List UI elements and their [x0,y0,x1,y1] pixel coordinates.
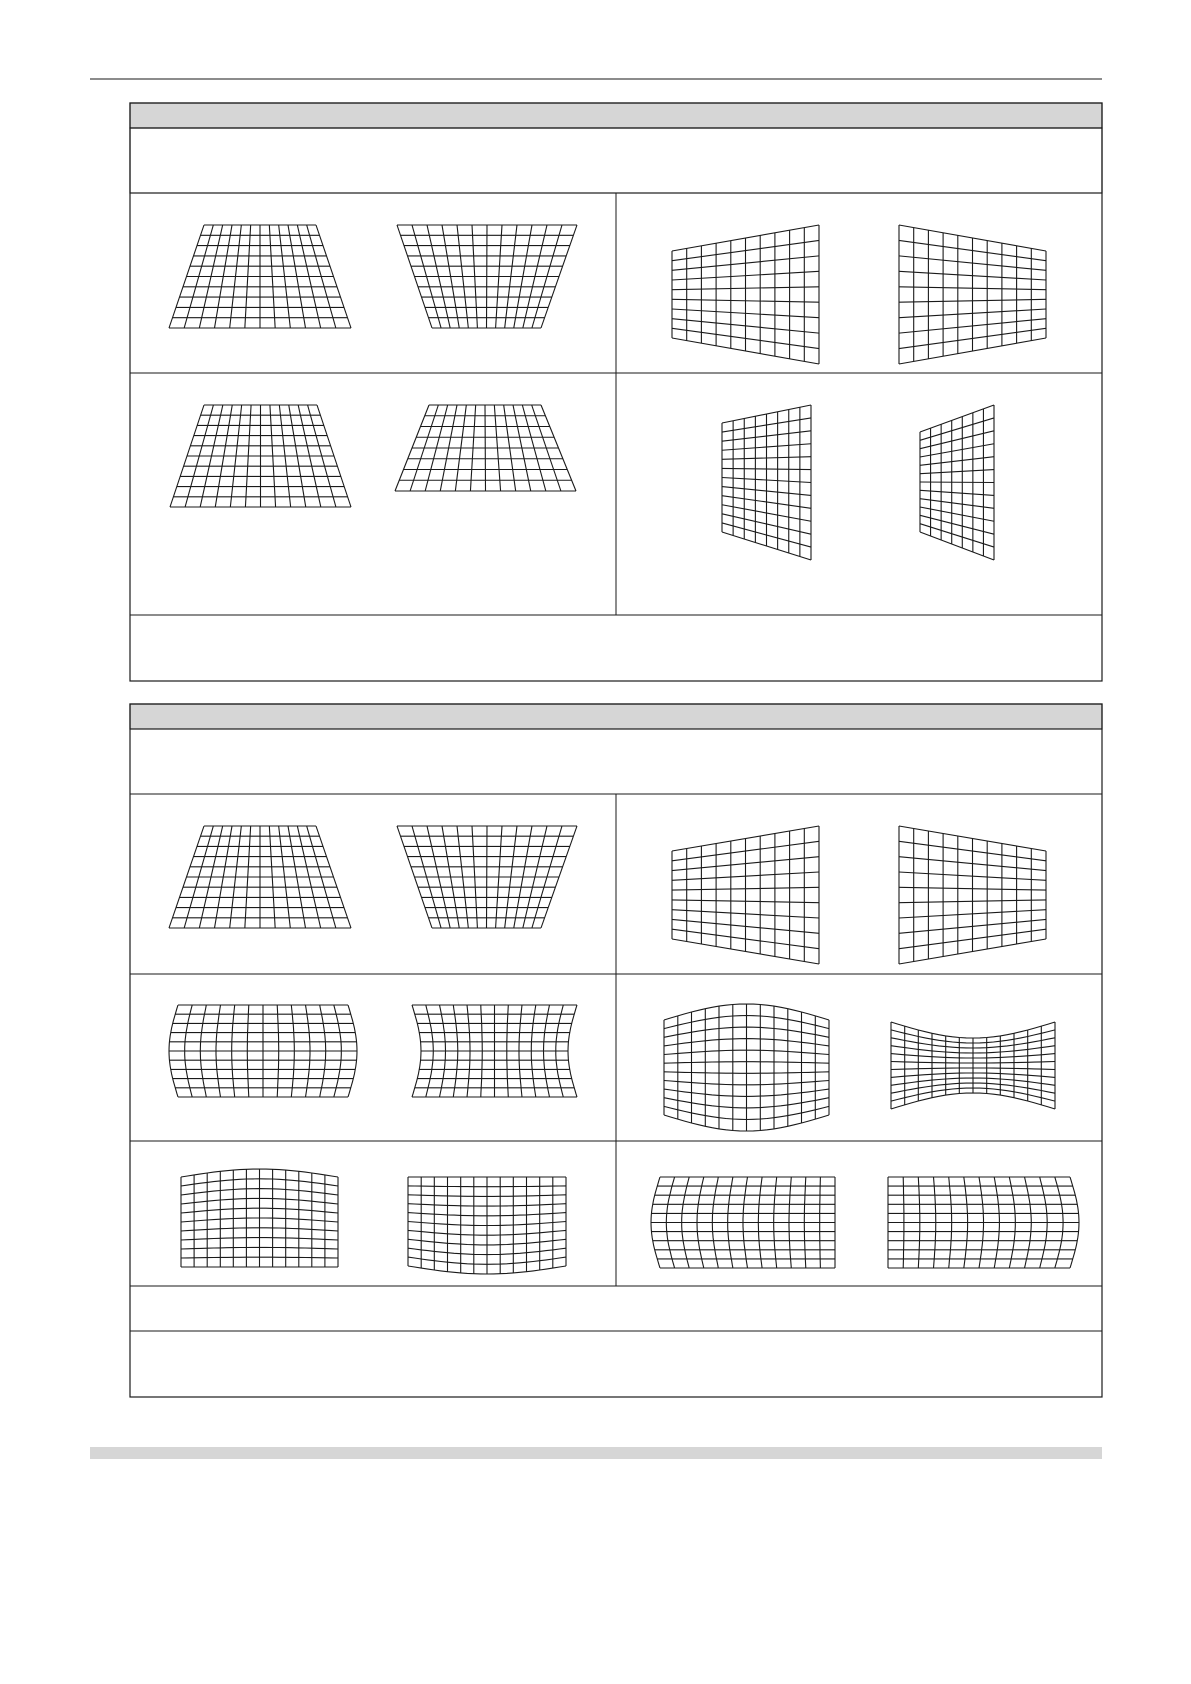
curve-left-only-illustration [651,1177,835,1268]
grid-line [722,468,811,469]
distortion-table [130,704,1102,1397]
grid-line [920,482,994,483]
keystone-left-narrow-illustration [672,225,819,364]
grid-line [412,1005,421,1097]
curve-top-bottom-convex-illustration [664,1004,829,1131]
table-header-bar [130,103,1102,128]
keystone-top-narrow-illustration [169,826,351,928]
table-intro-cell [130,128,1102,193]
keystone-top-narrow-flat-illustration [395,405,576,491]
curve-right-only-illustration [888,1177,1079,1268]
keystone-table [130,103,1102,681]
grid-line [568,1005,577,1097]
keystone-right-short-illustration [920,405,994,560]
curve-top-only-illustration [181,1169,338,1267]
keystone-bottom-narrow-illustration [397,225,577,328]
keystone-left-short-illustration [722,405,811,560]
keystone-top-narrow-tall-illustration [170,405,351,507]
table-header-bar [130,704,1102,729]
curve-sides-concave-illustration [412,1005,577,1097]
keystone-right-narrow-illustration [899,225,1046,364]
footer-band [90,1447,1102,1459]
keystone-right-narrow-illustration [899,826,1046,964]
keystone-top-narrow-illustration [169,225,351,328]
curve-top-bottom-concave-illustration [891,1022,1055,1109]
keystone-left-narrow-illustration [672,826,819,964]
keystone-bottom-narrow-illustration [397,826,577,928]
curve-bottom-only-illustration [408,1177,566,1274]
curve-sides-convex-illustration [169,1005,357,1097]
